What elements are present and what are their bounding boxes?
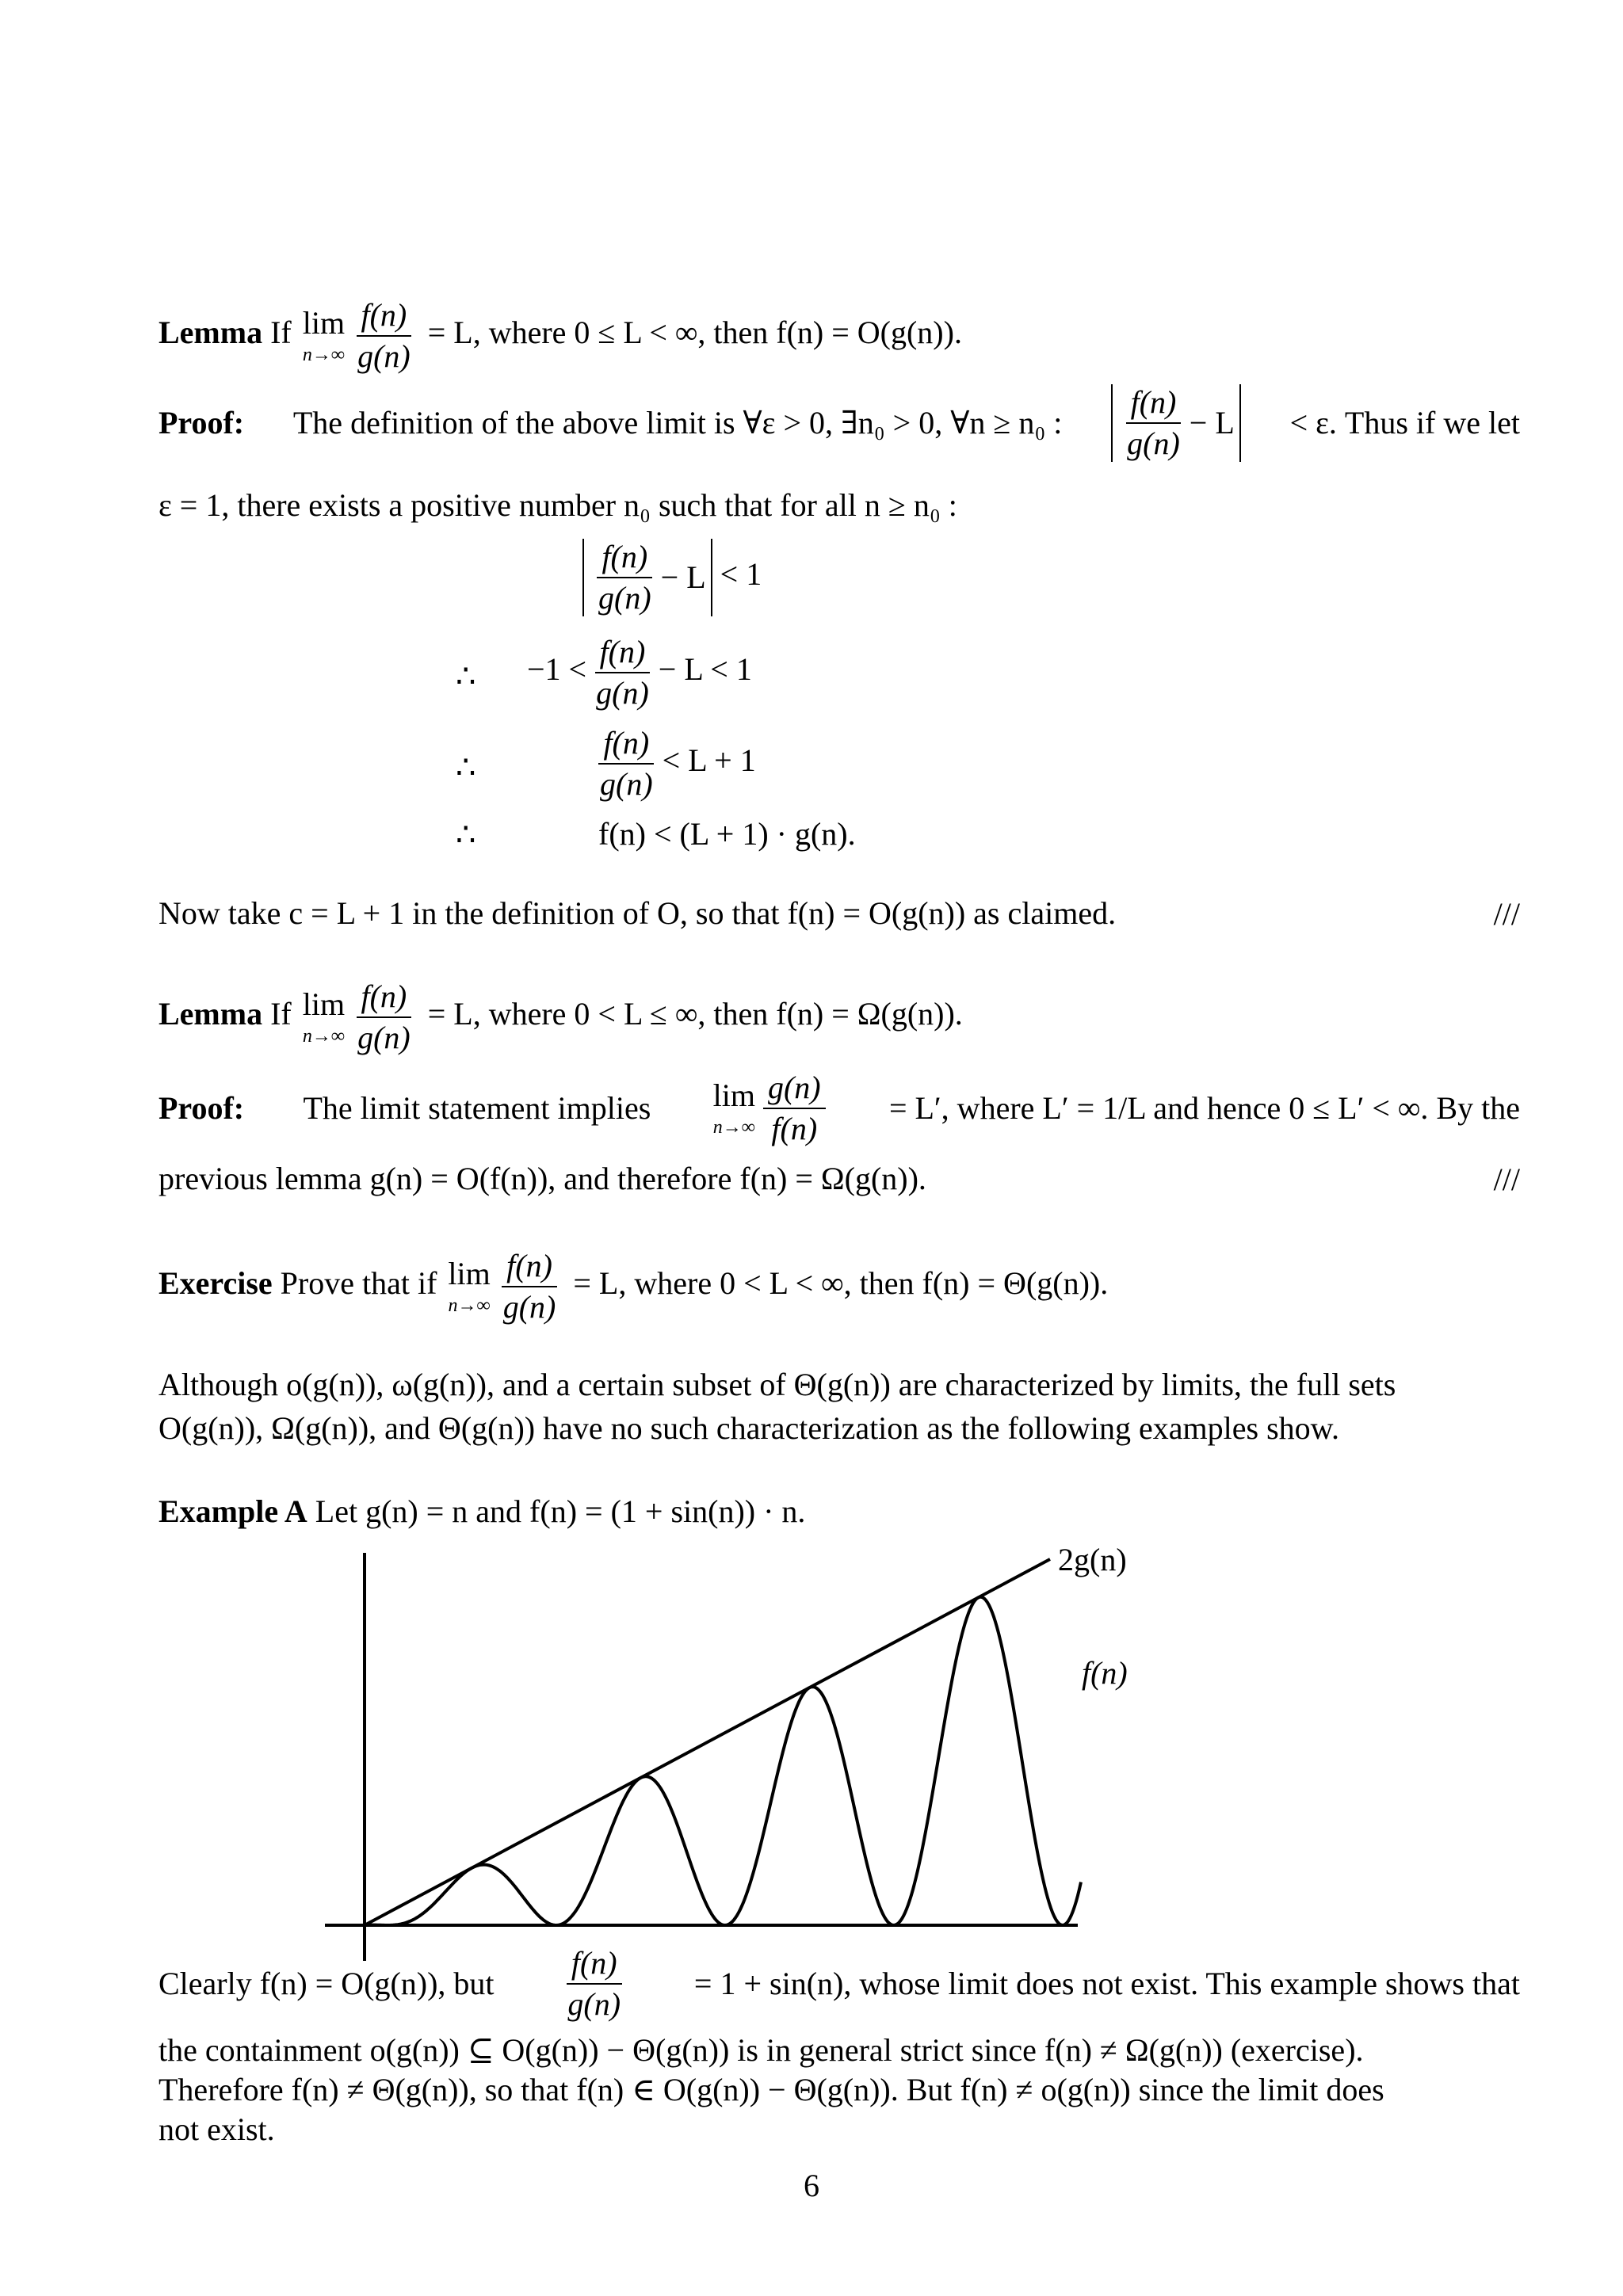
qed-2: /// bbox=[1493, 1161, 1520, 1197]
proof2-label: Proof: bbox=[158, 1090, 245, 1126]
proof1-abs: $\frac{f(n)}{g(n)}$ − L bbox=[1111, 384, 1241, 462]
lemma1-if: If bbox=[270, 315, 292, 351]
exercise-fraction: $\frac{f(n)}{g(n)}$ bbox=[502, 1248, 556, 1325]
final-fraction: $\frac{f(n)}{g(n)}$ bbox=[567, 1945, 621, 2022]
proof2-text-a: The limit statement implies bbox=[303, 1090, 651, 1126]
para1-line1: Although o(g(n)), ω(g(n)), and a certain subset of Θ(g(n)) are characterized by limits, the full sets bbox=[158, 1367, 1396, 1402]
final-line1 bbox=[158, 1945, 1520, 2023]
proof1-text-b: < ε. Thus if we let bbox=[1289, 405, 1520, 441]
exercise-label: Exercise bbox=[158, 1265, 273, 1302]
qed-1: /// bbox=[1493, 896, 1520, 932]
final-clearly-b: = 1 + sin(n), whose limit does not exist. This example shows that bbox=[693, 1966, 1520, 2001]
label-f: f(n) bbox=[1082, 1655, 1128, 1691]
final-line4: not exist. bbox=[158, 2111, 275, 2147]
proof2-fraction: $\frac{g(n)}{f(n)}$ bbox=[763, 1070, 826, 1147]
final-clearly-a: Clearly f(n) = O(g(n)), but bbox=[158, 1966, 495, 2001]
lemma1-limit: lim n→∞ bbox=[302, 305, 346, 366]
final-line3: Therefore f(n) ≠ Θ(g(n)), so that f(n) ∈ O(g(n)) − Θ(g(n)). But f(n) ≠ o(g(n)) since the limit does bbox=[158, 2072, 1384, 2107]
proof2-limit: lim n→∞ bbox=[712, 1077, 755, 1138]
lemma1-rest: = L, where 0 ≤ L < ∞, then f(n) = O(g(n)). bbox=[427, 315, 962, 351]
lemma2-limit: lim n→∞ bbox=[302, 986, 346, 1047]
therefore-3: ∴ bbox=[456, 817, 476, 852]
therefore-2: ∴ bbox=[456, 749, 476, 785]
proof1-step2: −1 < $\frac{f(n)}{g(n)}$ − L < 1 bbox=[527, 634, 752, 711]
proof1-step4: f(n) < (L + 1) · g(n). bbox=[598, 816, 856, 852]
lemma2-fraction: $\frac{f(n)}{g(n)}$ bbox=[357, 978, 411, 1055]
page-number: 6 bbox=[804, 2168, 819, 2203]
final-line2: the containment o(g(n)) ⊆ O(g(n)) − Θ(g(n)) is in general strict since f(n) ≠ Ω(g(n)) (exercise). bbox=[158, 2032, 1364, 2068]
label-2g: 2g(n) bbox=[1058, 1542, 1127, 1577]
proof2-line2: previous lemma g(n) = O(f(n)), and therefore f(n) = Ω(g(n)). bbox=[158, 1161, 926, 1196]
exercise-text-a: Prove that if bbox=[280, 1265, 437, 1302]
therefore-1: ∴ bbox=[456, 658, 476, 694]
lemma2-rest: = L, where 0 < L ≤ ∞, then f(n) = Ω(g(n)). bbox=[427, 996, 963, 1032]
proof1-line2: ε = 1, there exists a positive number n₀ such that for all n ≥ n₀ : bbox=[158, 487, 957, 523]
exercise-rest: = L, where 0 < L < ∞, then f(n) = Θ(g(n)). bbox=[573, 1265, 1109, 1302]
lemma2-if: If bbox=[270, 996, 292, 1032]
proof1-text-a: The definition of the above limit is ∀ε > 0, ∃n₀ > 0, ∀n ≥ n₀ : bbox=[292, 405, 1063, 441]
exampleA-label: Example A bbox=[158, 1493, 307, 1529]
proof1-conclusion: Now take c = L + 1 in the definition of O, so that f(n) = O(g(n)) as claimed. bbox=[158, 895, 1117, 931]
exercise-limit: lim n→∞ bbox=[448, 1256, 491, 1317]
para1-line2: O(g(n)), Ω(g(n)), and Θ(g(n)) have no such characterization as the following examples show. bbox=[158, 1410, 1339, 1446]
curve-f bbox=[365, 1597, 1081, 1925]
lemma1-label: Lemma bbox=[158, 315, 263, 351]
proof2-text-b: = L′, where L′ = 1/L and hence 0 ≤ L′ < ∞. By the bbox=[888, 1090, 1520, 1126]
lemma1-fraction: $\frac{f(n)}{g(n)}$ bbox=[357, 297, 411, 374]
lemma2-label: Lemma bbox=[158, 996, 263, 1032]
exampleA-text: Let g(n) = n and f(n) = (1 + sin(n)) · n. bbox=[315, 1493, 806, 1529]
proof1-step1: $\frac{f(n)}{g(n)}$ − L < 1 bbox=[582, 539, 1520, 616]
proof1-step3: $\frac{f(n)}{g(n)}$ < L + 1 bbox=[600, 725, 756, 802]
proof1-label: Proof: bbox=[158, 405, 245, 441]
